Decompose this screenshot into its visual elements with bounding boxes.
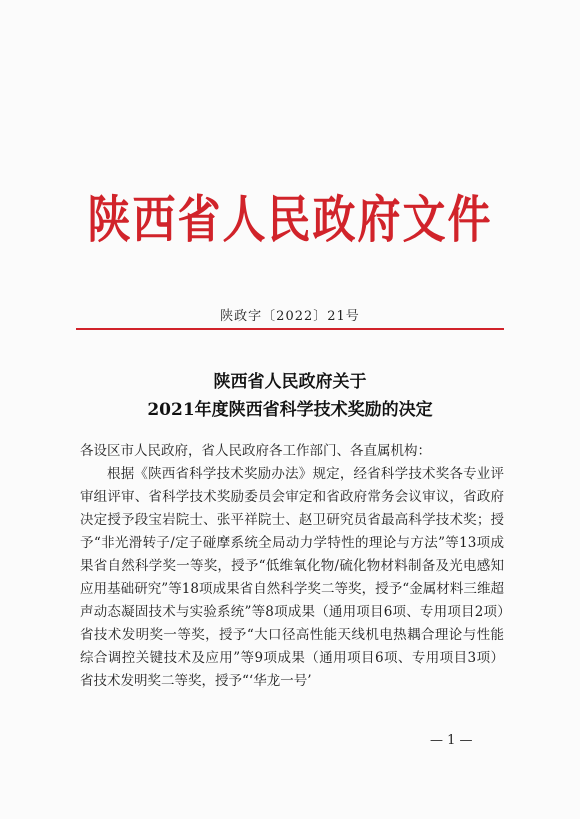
document-title-line-1: 陕西省人民政府关于: [213, 372, 367, 392]
document-number: 陕政字〔2022〕21号: [220, 309, 360, 324]
red-masthead-title: 陕西省人民政府文件: [87, 191, 493, 251]
page-number: — 1 —: [430, 733, 473, 748]
document-title-line-2: 2021年度陕西省科学技术奖励的决定: [147, 400, 433, 420]
document-body: [80, 440, 504, 693]
red-divider-line: [76, 328, 504, 330]
body-paragraph: 根据《陕西省科学技术奖励办法》规定，经省科学技术奖各专业评审组评审、省科学技术奖励委员会审定和省政府常务会议审议，省政府决定授予段宝岩院士、张平祥院士、赵卫研究员省最高科学技术奖；授予“非光滑转子/定子碰摩系统全局动力学特性的理论与方法”等13项成果省自然科学奖一等奖，授予“低维氧化物/硫化物材料制备及光电感知应用基础研究”等18项成果省自然科学奖二等奖，授予“金属材料三维超声动态凝固技术与实验系统”等8项成果（通用项目6项、专用项目2项）省技术发明奖一等奖，授予“大口径高性能天线机电热耦合理论与性能综合调控关键技术及应用”等9项成果（通用项目6项、专用项目3项）省技术发明奖二等奖，授予“‘华龙一号’: [80, 466, 504, 689]
salutation: 各设区市人民政府，省人民政府各工作部门、各直属机构：: [80, 443, 431, 459]
